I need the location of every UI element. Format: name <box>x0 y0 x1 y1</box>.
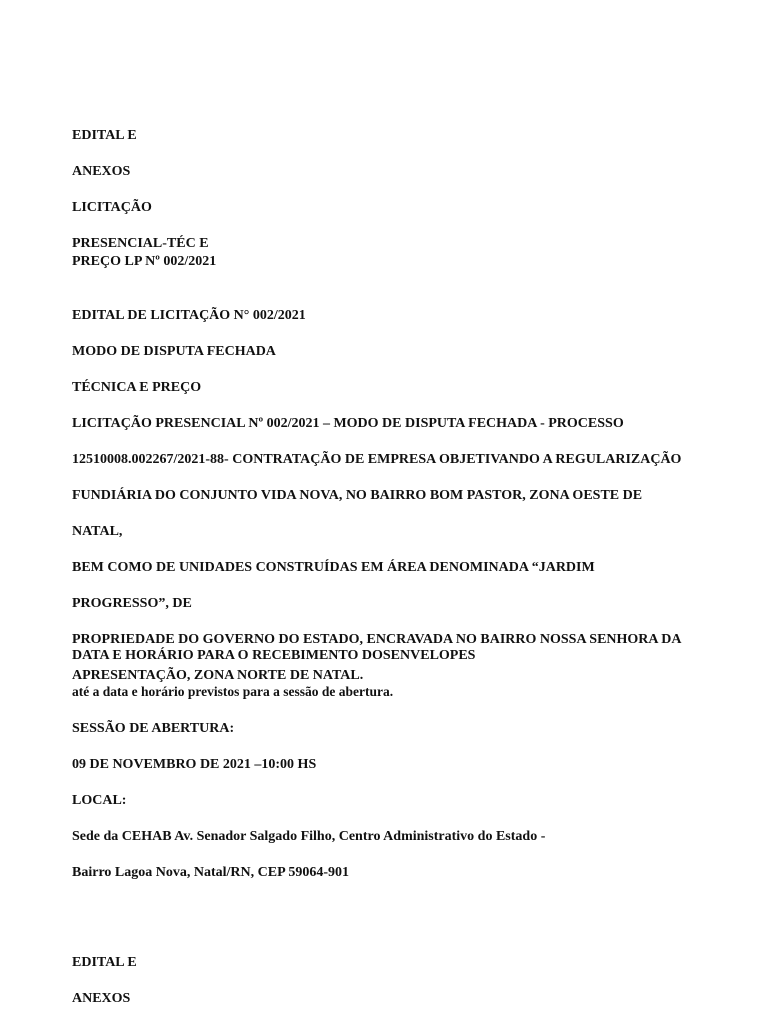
local-line-2: Bairro Lagoa Nova, Natal/RN, CEP 59064-901 <box>72 865 350 880</box>
modo-disputa-text: MODO DE DISPUTA FECHADA <box>72 344 276 359</box>
header-line-1: EDITAL E <box>72 128 137 143</box>
recebimento-text: até a data e horário previstos para a sessão de abertura. <box>72 684 394 699</box>
objeto-line-5: BEM COMO DE UNIDADES CONSTRUÍDAS EM ÁREA DENOMINADA “JARDIM <box>72 560 595 575</box>
footer-line-2: ANEXOS <box>72 991 131 1006</box>
sessao-datetime-text: 09 DE NOVEMBRO DE 2021 –10:00 HS <box>72 757 317 772</box>
footer-block <box>72 936 137 1026</box>
objeto-line-4: NATAL, <box>72 524 123 539</box>
licitacao-line-3: PREÇO LP Nº 002/2021 <box>72 254 217 269</box>
tecnica-preco-text: TÉCNICA E PREÇO <box>72 380 202 395</box>
objeto-line-1: LICITAÇÃO PRESENCIAL Nº 002/2021 – MODO DE DISPUTA FECHADA - PROCESSO <box>72 416 624 431</box>
objeto-line-7: PROPRIEDADE DO GOVERNO DO ESTADO, ENCRAVADA NO BAIRRO NOSSA SENHORA DA <box>72 632 682 647</box>
sessao-label-text: SESSÃO DE ABERTURA: <box>72 721 235 736</box>
objeto-line-2: 12510008.002267/2021-88- CONTRATAÇÃO DE EMPRESA OBJETIVANDO A REGULARIZAÇÃO <box>72 452 682 467</box>
footer-line-1: EDITAL E <box>72 955 137 970</box>
licitacao-line-1: LICITAÇÃO <box>72 200 152 215</box>
objeto-line-3: FUNDIÁRIA DO CONJUNTO VIDA NOVA, NO BAIRRO BOM PASTOR, ZONA OESTE DE <box>72 488 643 503</box>
local-address <box>72 810 545 900</box>
local-line-1: Sede da CEHAB Av. Senador Salgado Filho, Centro Administrativo do Estado - <box>72 829 546 844</box>
header-line-2: ANEXOS <box>72 164 131 179</box>
local-label-text: LOCAL: <box>72 793 127 808</box>
objeto-line-8: APRESENTAÇÃO, ZONA NORTE DE NATAL. <box>72 668 364 683</box>
recebimento-title: DATA E HORÁRIO PARA O RECEBIMENTO DOSENVELOPES <box>72 648 476 663</box>
objeto-line-6: PROGRESSO”, DE <box>72 596 192 611</box>
edital-title-text: EDITAL DE LICITAÇÃO N° 002/2021 <box>72 308 306 323</box>
licitacao-number <box>72 235 216 289</box>
licitacao-line-2: PRESENCIAL-TÉC E <box>72 236 209 251</box>
